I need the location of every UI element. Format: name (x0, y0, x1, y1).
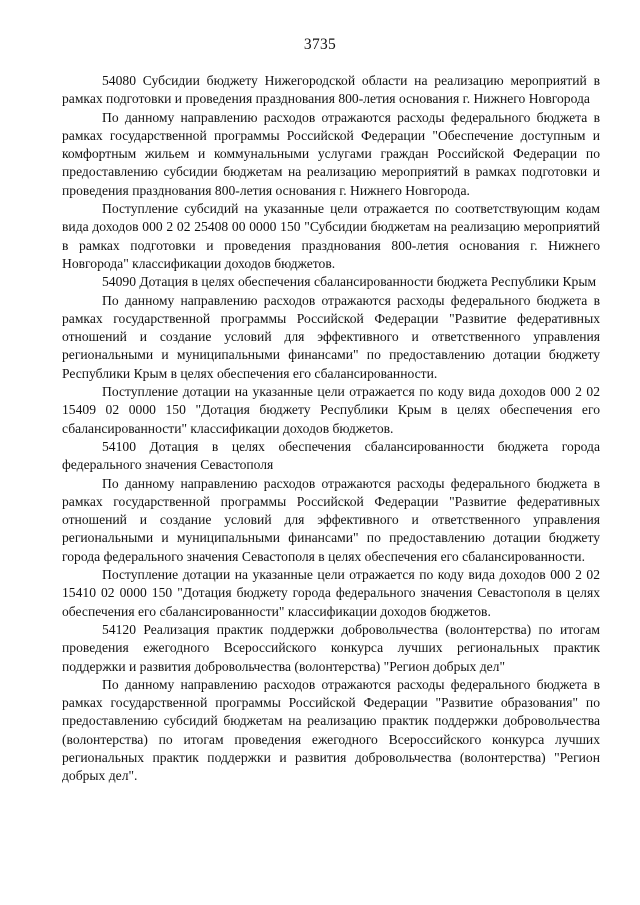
paragraph-54120-description: По данному направлению расходов отражаются расходы федерального бюджета в рамках государственной программы Российской Федерации "Развитие образования" по предоставлению субсидий бюджетам на реализацию практик поддержки добровольчества (волонтерства) по итогам проведения ежегодного Всероссийского конкурса лучших региональных практик поддержки и развития добровольчества (волонтерства) "Регион добрых дел". (62, 676, 600, 784)
paragraph-54120-heading: 54120 Реализация практик поддержки добровольчества (волонтерства) по итогам проведения ежегодного Всероссийского конкурса лучших региональных практик поддержки и развития добровольчества (волонтерства) "Регион добрых дел" (62, 621, 600, 674)
paragraph-54100-description: По данному направлению расходов отражаются расходы федерального бюджета в рамках государственной программы Российской Федерации "Развитие федеративных отношений и создание условий для эффективного и ответственного управления региональными и муниципальными финансами" по предоставлению дотации бюджету города федерального значения Севастополя в целях обеспечения его сбалансированности. (62, 475, 600, 564)
paragraph-54090-description: По данному направлению расходов отражаются расходы федерального бюджета в рамках государственной программы Российской Федерации "Развитие федеративных отношений и создание условий для эффективного и ответственного управления региональными и муниципальными финансами" по предоставлению дотации бюджету Республики Крым в целях обеспечения его сбалансированности. (62, 292, 600, 381)
paragraph-54080-revenue: Поступление субсидий на указанные цели отражается по соответствующим кодам вида доходов 000 2 02 25408 00 0000 150 "Субсидии бюджетам на реализацию мероприятий в рамках подготовки и проведения празднования 800-летия основания г. Нижнего Новгорода" классификации доходов бюджетов. (62, 201, 600, 271)
paragraph-54080-heading: 54080 Субсидии бюджету Нижегородской области на реализацию мероприятий в рамках подготовки и проведения празднования 800-летия основания г. Нижнего Новгорода (62, 73, 600, 107)
paragraph-54090-revenue: Поступление дотации на указанные цели отражается по коду вида доходов 000 2 02 15409 02 0000 150 "Дотация бюджету Республики Крым в целях обеспечения его сбалансированности" классификации доходов бюджетов. (62, 384, 600, 436)
paragraph-54100-revenue: Поступление дотации на указанные цели отражается по коду вида доходов 000 2 02 15410 02 0000 150 "Дотация бюджету города федерального значения Севастополя в целях обеспечения его сбалансированности" классификации доходов бюджетов. (62, 567, 600, 619)
paragraph-54100-heading: 54100 Дотация в целях обеспечения сбалансированности бюджета города федерального значения Севастополя (62, 438, 600, 473)
paragraph-54090-heading: 54090 Дотация в целях обеспечения сбалансированности бюджета Республики Крым (102, 274, 597, 290)
document-body (62, 72, 600, 786)
paragraph-54080-description: По данному направлению расходов отражаются расходы федерального бюджета в рамках государственной программы Российской Федерации "Обеспечение доступным и комфортным жильем и коммунальными услугами граждан Российской Федерации по предоставлению субсидии бюджетам на реализацию мероприятий в рамках подготовки и проведения празднования 800-летия основания г. Нижнего Новгорода. (62, 109, 600, 198)
page-number: 3735 (303, 36, 337, 53)
